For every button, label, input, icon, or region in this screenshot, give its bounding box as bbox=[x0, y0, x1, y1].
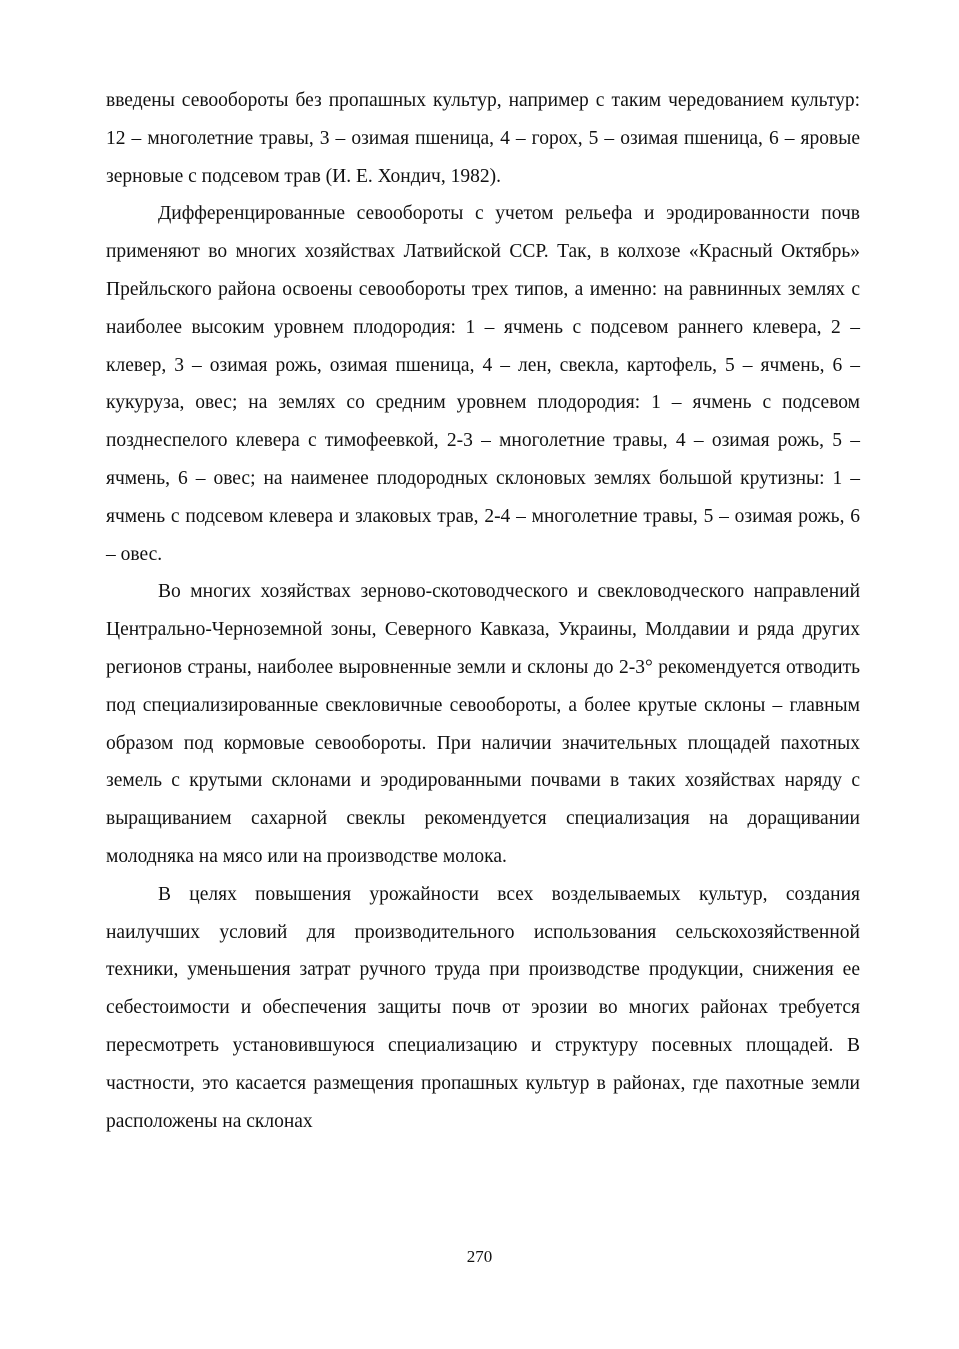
paragraph-continuation: введены севообороты без пропашных культур, например с таким чередованием культур: 12 – многолетние травы, 3 – озимая пшеница, 4 – горох, 5 – озимая пшеница, 6 – яровые зерновые с подсевом трав (И. Е. Хондич, 1982). bbox=[106, 90, 860, 187]
paragraph-yield-improvement: В целях повышения урожайности всех возделываемых культур, создания наилучших условий для производительного использования сельскохозяйственной техники, уменьшения затрат ручного труда при производстве продукции, снижения ее себестоимости и обеспечения защиты почв от эрозии во многих районах требуется пересмотреть установившуюся специализацию и структуру посевных площадей. В частности, это касается размещения пропашных культур в районах, где пахотные земли расположены на склонах bbox=[106, 883, 860, 1132]
page-number: 270 bbox=[466, 1247, 493, 1266]
paragraph-latvian-rotations: Дифференцированные севообороты с учетом рельефа и эродированности почв применяют во многих хозяйствах Латвийской ССР. Так, в колхозе «Красный Октябрь» Прейльского района освоены севообороты трех типов, а именно: на равнинных землях с наиболее высоким уровнем плодородия: 1 – ячмень с подсевом раннего клевера, 2 – клевер, 3 – озимая рожь, озимая пшеница, 4 – лен, свекла, картофель, 5 – ячмень, 6 – кукуруза, овес; на землях со средним уровнем плодородия: 1 – ячмень с подсевом позднеспелого клевера с тимофеевкой, 2-3 – многолетние травы, 4 – озимая рожь, 5 – ячмень, 6 – овес; на наименее плодородных склоновых землях большой крутизны: 1 – ячмень с подсевом клевера и злаковых трав, 2-4 – многолетние травы, 5 – озимая рожь, 6 – овес. bbox=[106, 203, 860, 565]
body-text bbox=[106, 82, 860, 1140]
paragraph-beet-regions: Во многих хозяйствах зерново-скотоводческого и свекловодческого направлений Центрально-Черноземной зоны, Северного Кавказа, Украины, Молдавии и ряда других регионов страны, наиболее выровненные земли и склоны до 2-3° рекомендуется отводить под специализированные свекловичные севообороты, а более крутые склоны – главным образом под кормовые севообороты. При наличии значительных площадей пахотных земель с крутыми склонами и эродированными почвами в таких хозяйствах наряду с выращиванием сахарной свеклы рекомендуется специализация на доращивании молодняка на мясо или на производстве молока. bbox=[106, 581, 860, 867]
